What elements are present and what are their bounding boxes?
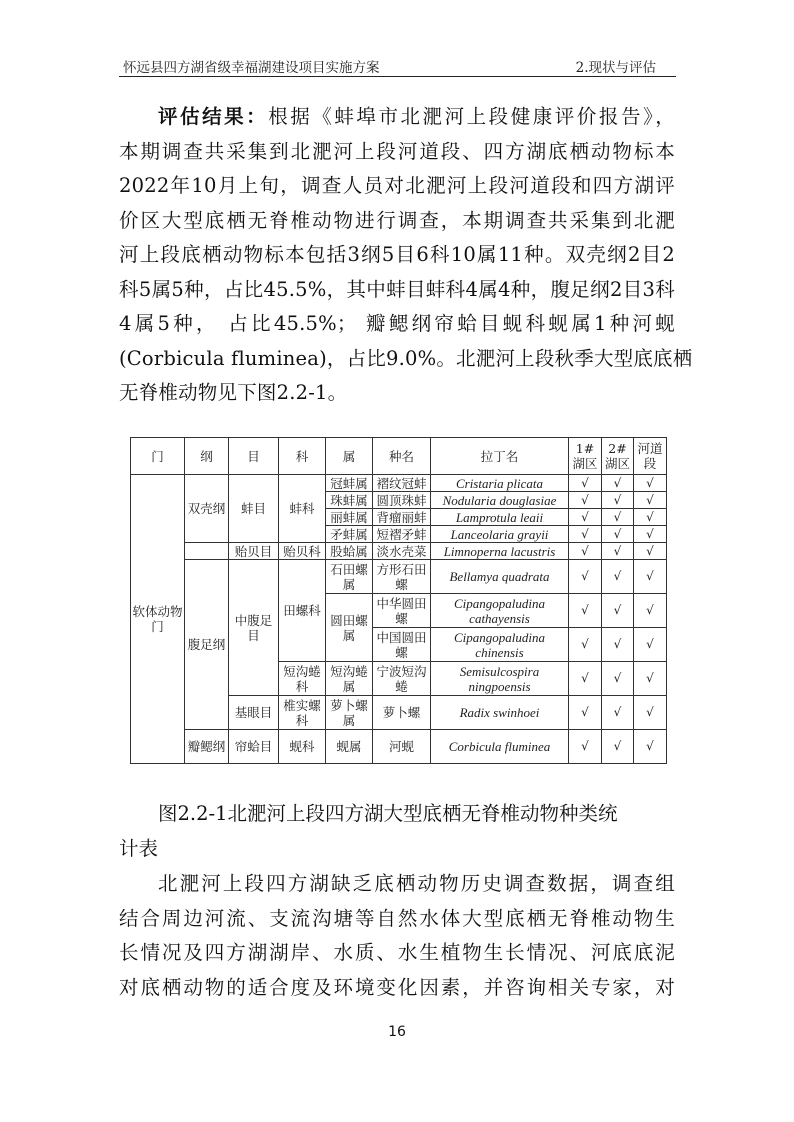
header-cell: 1#湖区 <box>569 438 602 475</box>
check-cell: √ <box>602 543 634 560</box>
survey-paragraph <box>119 867 675 1005</box>
header-cell: 种名 <box>373 438 431 475</box>
table-row <box>131 475 667 492</box>
paragraph-line: 本期调查共采集到北淝河上段河道段、四方湖底栖动物标本 <box>119 139 675 163</box>
assessment-label: 评估结果： <box>158 105 269 128</box>
latin-name-cell: Lamprotula leaii <box>431 509 569 526</box>
latin-name-cell: Radix swinhoei <box>431 696 569 730</box>
check-cell: √ <box>602 475 634 492</box>
header-rule <box>119 76 676 77</box>
species-cell: 圆顶珠蚌 <box>373 492 431 509</box>
check-cell: √ <box>569 526 602 543</box>
class-cell: 双壳纲 <box>185 475 229 543</box>
header-cell: 科 <box>279 438 326 475</box>
paragraph-line: 评估结果：根据《蚌埠市北淝河上段健康评价报告》， <box>158 105 675 128</box>
check-cell: √ <box>569 475 602 492</box>
caption-line: 图2.2-1北淝河上段四方湖大型底栖无脊椎动物种类统 <box>158 802 618 825</box>
header-cell: 目 <box>229 438 279 475</box>
header-document-title: 怀远县四方湖省级幸福湖建设项目实施方案 <box>123 60 380 76</box>
genus-cell: 矛蚌属 <box>326 526 373 543</box>
check-cell: √ <box>569 543 602 560</box>
latin-name-cell: Corbicula fluminea <box>431 730 569 764</box>
caption-line: 计表 <box>119 836 159 860</box>
latin-name-cell: Cristaria plicata <box>431 475 569 492</box>
genus-cell: 短沟蜷属 <box>326 662 373 696</box>
paragraph-line: 河上段底栖动物标本包括3纲5目6科10属11种。双壳纲2目2 <box>119 243 675 266</box>
check-cell: √ <box>569 662 602 696</box>
header-cell: 纲 <box>185 438 229 475</box>
species-cell: 方形石田螺 <box>373 560 431 594</box>
table-row <box>131 560 667 594</box>
check-cell: √ <box>569 730 602 764</box>
check-cell: √ <box>634 628 667 662</box>
species-table <box>130 437 667 764</box>
family-cell: 蚌科 <box>279 475 326 543</box>
check-cell: √ <box>569 509 602 526</box>
paragraph-line: 2022年10月上旬，调查人员对北淝河上段河道段和四方湖评 <box>119 174 675 197</box>
genus-cell: 丽蚌属 <box>326 509 373 526</box>
check-cell: √ <box>602 662 634 696</box>
order-cell: 贻贝目 <box>229 543 279 560</box>
check-cell: √ <box>634 662 667 696</box>
check-cell: √ <box>634 492 667 509</box>
genus-cell: 石田螺属 <box>326 560 373 594</box>
genus-cell: 冠蚌属 <box>326 475 373 492</box>
check-cell: √ <box>634 543 667 560</box>
check-cell: √ <box>634 696 667 730</box>
paragraph-line: 长情况及四方湖湖岸、水质、水生植物生长情况、河底底泥 <box>119 941 675 964</box>
latin-name-cell: Nodularia douglasiae <box>431 492 569 509</box>
check-cell: √ <box>602 492 634 509</box>
table-row <box>131 543 667 560</box>
paragraph-line: 结合周边河流、支流沟塘等自然水体大型底栖无脊椎动物生 <box>119 906 675 930</box>
species-cell: 中华圆田螺 <box>373 594 431 628</box>
check-cell: √ <box>634 560 667 594</box>
check-cell: √ <box>569 560 602 594</box>
species-cell: 短褶矛蚌 <box>373 526 431 543</box>
check-cell: √ <box>634 509 667 526</box>
family-cell: 椎实螺科 <box>279 696 326 730</box>
paragraph-line: 北淝河上段四方湖缺乏底栖动物历史调查数据，调查组 <box>158 872 675 895</box>
order-cell: 蚌目 <box>229 475 279 543</box>
page-header <box>119 54 676 76</box>
header-cell: 拉丁名 <box>431 438 569 475</box>
table-row <box>131 730 667 764</box>
check-cell: √ <box>602 560 634 594</box>
check-cell: √ <box>602 526 634 543</box>
species-cell: 背瘤丽蚌 <box>373 509 431 526</box>
latin-name-cell: Lanceolaria grayii <box>431 526 569 543</box>
check-cell: √ <box>634 526 667 543</box>
paragraph-line: (Corbicula fluminea)，占比9.0%。北淝河上段秋季大型底底栖 <box>119 346 693 370</box>
paragraph-line: 对底栖动物的适合度及环境变化因素，并咨询相关专家，对 <box>119 975 675 999</box>
family-cell: 蚬科 <box>279 730 326 764</box>
species-cell: 河蚬 <box>373 730 431 764</box>
check-cell: √ <box>569 696 602 730</box>
genus-cell: 萝卜螺属 <box>326 696 373 730</box>
header-cell: 门 <box>131 438 185 475</box>
species-cell: 中国圆田螺 <box>373 628 431 662</box>
genus-cell: 蚬属 <box>326 730 373 764</box>
table-header-row <box>131 438 667 475</box>
header-section-title: 2.现状与评估 <box>575 60 656 76</box>
paragraph-line: 价区大型底栖无脊椎动物进行调查，本期调查共采集到北淝 <box>119 208 675 232</box>
species-cell: 萝卜螺 <box>373 696 431 730</box>
genus-cell: 珠蚌属 <box>326 492 373 509</box>
latin-name-cell: Semisulcospira ningpoensis <box>431 662 569 696</box>
assessment-paragraph <box>119 100 693 411</box>
class-cell: 瓣鳃纲 <box>185 730 229 764</box>
order-cell: 帘蛤目 <box>229 730 279 764</box>
check-cell: √ <box>634 475 667 492</box>
paragraph-line: 无脊椎动物见下图2.2-1。 <box>119 381 348 404</box>
class-cell: 腹足纲 <box>185 560 229 730</box>
class-cell <box>185 543 229 560</box>
latin-name-cell: Bellamya quadrata <box>431 560 569 594</box>
latin-name-cell: Cipangopaludina cathayensis <box>431 594 569 628</box>
paragraph-line: 4属5种， 占比45.5%； 瓣鳃纲帘蛤目蚬科蚬属1种河蚬 <box>119 312 675 335</box>
species-cell: 褶纹冠蚌 <box>373 475 431 492</box>
check-cell: √ <box>602 730 634 764</box>
genus-cell: 股蛤属 <box>326 543 373 560</box>
species-cell: 宁波短沟蜷 <box>373 662 431 696</box>
check-cell: √ <box>602 628 634 662</box>
order-cell: 基眼目 <box>229 696 279 730</box>
check-cell: √ <box>634 730 667 764</box>
header-cell: 2#湖区 <box>602 438 634 475</box>
latin-name-cell: Limnoperna lacustris <box>431 543 569 560</box>
family-cell: 田螺科 <box>279 560 326 662</box>
page-number: 16 <box>388 1024 406 1040</box>
family-cell: 贻贝科 <box>279 543 326 560</box>
species-cell: 淡水壳菜 <box>373 543 431 560</box>
check-cell: √ <box>602 594 634 628</box>
header-cell: 属 <box>326 438 373 475</box>
family-cell: 短沟蜷科 <box>279 662 326 696</box>
check-cell: √ <box>569 628 602 662</box>
genus-cell: 圆田螺属 <box>326 594 373 662</box>
header-cell: 河道段 <box>634 438 667 475</box>
check-cell: √ <box>602 696 634 730</box>
check-cell: √ <box>569 492 602 509</box>
table-caption <box>119 797 675 866</box>
phylum-cell: 软体动物门 <box>131 475 185 764</box>
latin-name-cell: Cipangopaludina chinensis <box>431 628 569 662</box>
order-cell: 中腹足目 <box>229 560 279 696</box>
check-cell: √ <box>634 594 667 628</box>
paragraph-line: 科5属5种，占比45.5%，其中蚌目蚌科4属4种，腹足纲2目3科 <box>119 277 675 301</box>
check-cell: √ <box>602 509 634 526</box>
check-cell: √ <box>569 594 602 628</box>
